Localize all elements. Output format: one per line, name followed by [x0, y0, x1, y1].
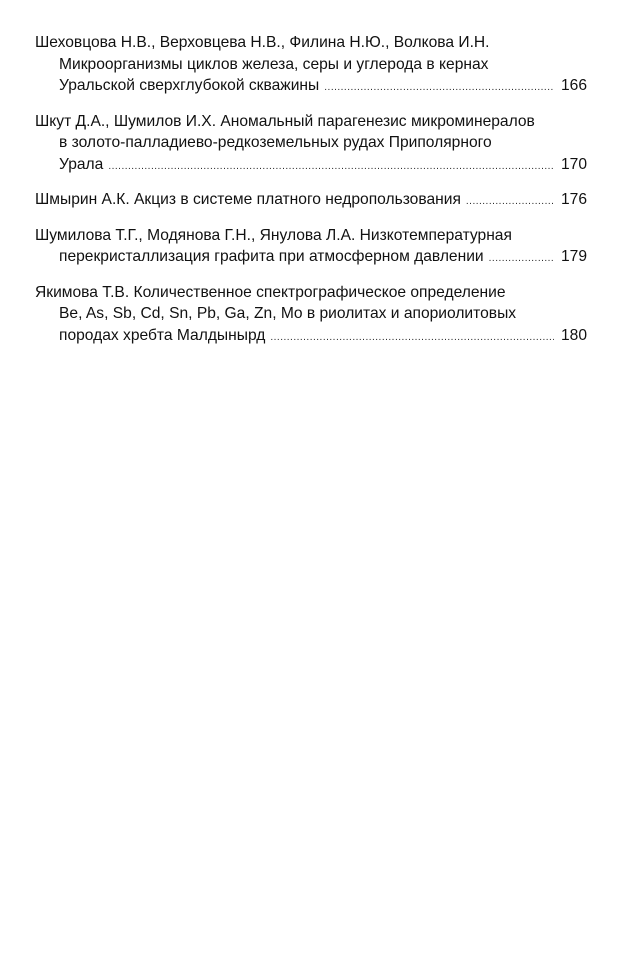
- toc-entry-line: породах хребта Малдынырд: [59, 326, 266, 344]
- table-of-contents: [35, 32, 587, 360]
- toc-entry-last-line: [35, 246, 587, 270]
- toc-entry: [35, 111, 587, 178]
- toc-entry-last-line: [35, 325, 587, 349]
- page-number: 179: [560, 248, 587, 265]
- page-number: 180: [560, 326, 587, 344]
- page-number: 166: [560, 77, 587, 94]
- page-number: 176: [560, 191, 587, 208]
- dot-leader: [466, 191, 554, 213]
- toc-entry-line: Шмырин А.К. Акциз в системе платного недропользования: [35, 191, 461, 208]
- dot-leader: [489, 248, 554, 270]
- toc-entry-last-line: [35, 75, 587, 99]
- page-number: 170: [560, 155, 587, 173]
- toc-entry: [35, 189, 587, 213]
- toc-entry-last-line: [35, 154, 587, 178]
- toc-entry-line: Микроорганизмы циклов железа, серы и углерода в кернах: [59, 55, 489, 73]
- toc-entry-line: перекристаллизация графита при атмосферном давлении: [59, 248, 484, 265]
- toc-entry: [35, 225, 587, 270]
- dot-leader: [108, 156, 554, 178]
- toc-entry: [35, 32, 587, 99]
- dot-leader: [324, 77, 554, 99]
- dot-leader: [270, 327, 554, 349]
- toc-entry-line: Якимова Т.В. Количественное спектрографическое определение: [35, 283, 506, 301]
- toc-entry: [35, 282, 587, 349]
- toc-entry-line: в золото-палладиево-редкоземельных рудах Приполярного: [59, 134, 492, 151]
- toc-entry-line: Шеховцова Н.В., Верховцева Н.В., Филина Н.Ю., Волкова И.Н.: [35, 34, 490, 51]
- toc-entry-line: Be, As, Sb, Cd, Sn, Pb, Ga, Zn, Mo в риолитах и апориолитовых: [59, 305, 517, 322]
- toc-entry-line: Шумилова Т.Г., Модянова Г.Н., Янулова Л.А. Низкотемпературная: [35, 226, 512, 244]
- toc-entry-line: Уральской сверхглубокой скважины: [59, 77, 320, 94]
- toc-entry-line: Урала: [59, 155, 104, 173]
- toc-entry-last-line: [35, 189, 587, 213]
- toc-entry-line: Шкут Д.А., Шумилов И.Х. Аномальный парагенезис микроминералов: [35, 112, 535, 130]
